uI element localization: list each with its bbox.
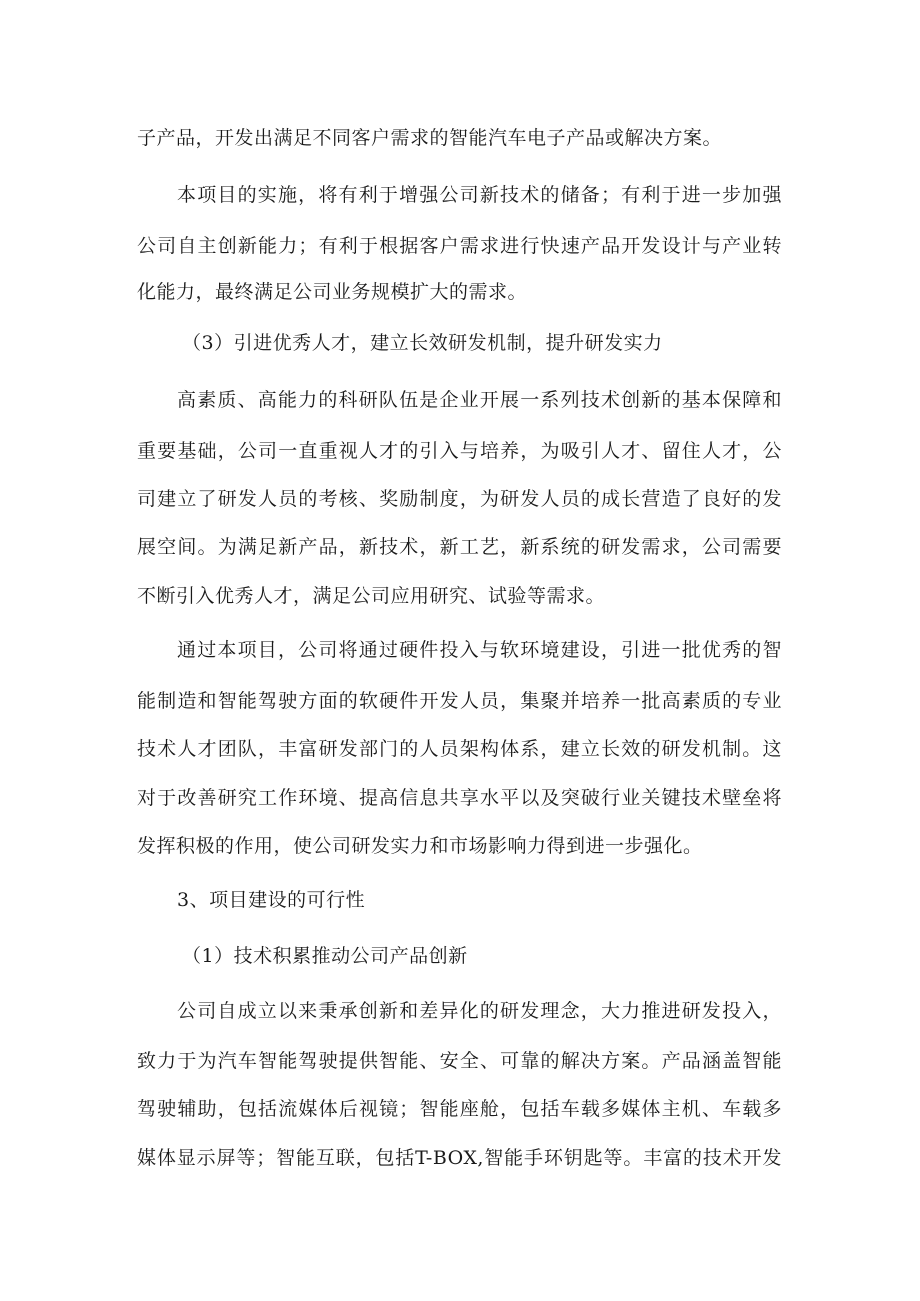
paragraph-line: 通过本项目，公司将通过硬件投入与软环境建设，引进一批优秀的智	[177, 639, 782, 661]
paragraph-line: 对于改善研究工作环境、提高信息共享水平以及突破行业关键技术壁垒将	[137, 787, 782, 809]
paragraph-line: 司建立了研发人员的考核、奖励制度，为研发人员的成长营造了良好的发	[137, 488, 782, 510]
paragraph-line: 重要基础，公司一直重视人才的引入与培养，为吸引人才、留住人才，公	[137, 440, 782, 462]
paragraph-line: 驾驶辅助，包括流媒体后视镜；智能座舱，包括车载多媒体主机、车载多	[137, 1098, 782, 1120]
section-heading: 3、项目建设的可行性	[177, 889, 366, 911]
paragraph-line: 不断引入优秀人才，满足公司应用研究、试验等需求。	[137, 585, 606, 607]
paragraph-line: 高素质、高能力的科研队伍是企业开展一系列技术创新的基本保障和	[177, 389, 782, 411]
paragraph-line: 发挥积极的作用，使公司研发实力和市场影响力得到进一步强化。	[137, 835, 703, 857]
section-heading: （1）技术积累推动公司产品创新	[182, 945, 468, 967]
paragraph-line: 能制造和智能驾驶方面的软硬件开发人员，集聚并培养一批高素质的专业	[137, 690, 782, 712]
section-heading: （3）引进优秀人才，建立长效研发机制，提升研发实力	[182, 332, 663, 354]
paragraph-line: 本项目的实施，将有利于增强公司新技术的储备；有利于进一步加强	[177, 184, 782, 206]
paragraph-line: 化能力，最终满足公司业务规模扩大的需求。	[137, 281, 528, 303]
paragraph-line: 致力于为汽车智能驾驶提供智能、安全、可靠的解决方案。产品涵盖智能	[137, 1050, 782, 1072]
paragraph-line: 技术人才团队，丰富研发部门的人员架构体系，建立长效的研发机制。这	[137, 738, 782, 760]
paragraph-line: 公司自成立以来秉承创新和差异化的研发理念，大力推进研发投入，	[177, 1000, 782, 1022]
paragraph-line: 子产品，开发出满足不同客户需求的智能汽车电子产品或解决方案。	[137, 127, 723, 149]
paragraph-line: 媒体显示屏等；智能互联，包括T-BOX,智能手环钥匙等。丰富的技术开发	[137, 1147, 782, 1169]
paragraph-line: 公司自主创新能力；有利于根据客户需求进行快速产品开发设计与产业转	[137, 235, 782, 257]
paragraph-line: 展空间。为满足新产品，新技术，新工艺，新系统的研发需求，公司需要	[137, 536, 782, 558]
